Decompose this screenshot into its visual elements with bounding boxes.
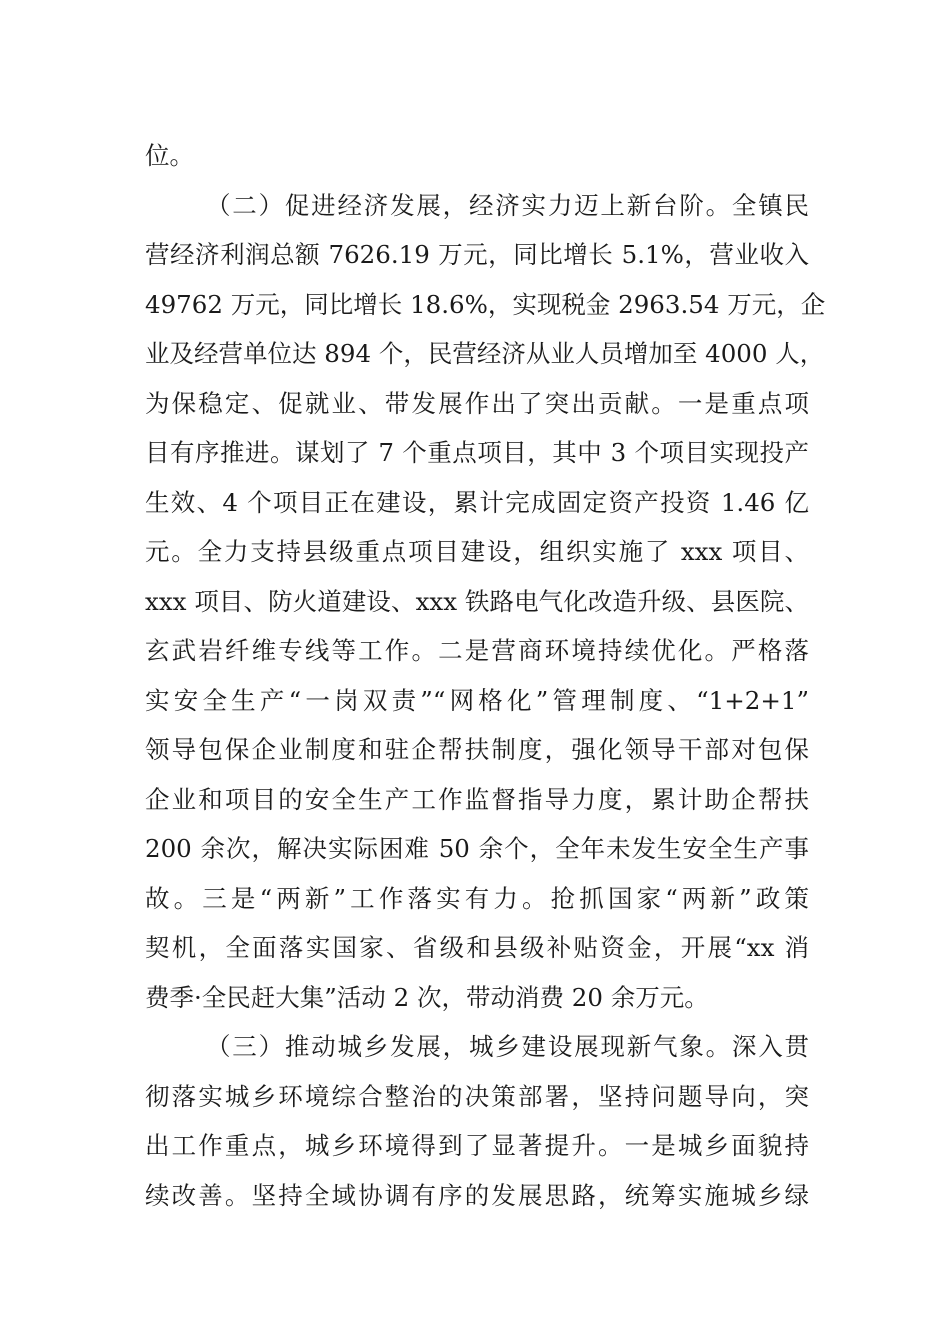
text-line: 200 余次，解决实际困难 50 余个，全年未发生安全生产事 [145, 834, 809, 863]
text-line: 领导包保企业制度和驻企帮扶制度，强化领导干部对包保 [145, 735, 809, 764]
paragraph-start-line: （二）促进经济发展，经济实力迈上新台阶。全镇民 [206, 190, 809, 220]
text-line: 实安全生产“一岗双责”“网格化”管理制度、“1+2+1” [145, 685, 809, 715]
text-line: 续改善。坚持全域协调有序的发展思路，统筹实施城乡绿 [145, 1180, 809, 1210]
text-line: 目有序推进。谋划了 7 个重点项目，其中 3 个项目实现投产 [145, 438, 809, 467]
text-line: 营经济利润总额 7626.19 万元，同比增长 5.1%，营业收入 [145, 240, 809, 269]
paragraph-start-line: （三）推动城乡发展，城乡建设展现新气象。深入贯 [206, 1032, 809, 1061]
text-line: 生效、4 个项目正在建设，累计完成固定资产投资 1.46 亿 [145, 487, 809, 517]
text-line: 为保稳定、促就业、带发展作出了突出贡献。一是重点项 [145, 388, 809, 418]
text-line: 玄武岩纤维专线等工作。二是营商环境持续优化。严格落 [145, 636, 809, 665]
text-line: 彻落实城乡环境综合整治的决策部署，坚持问题导向，突 [145, 1081, 809, 1111]
body-text [145, 131, 826, 1220]
text-line: 费季·全民赶大集”活动 2 次，带动消费 20 余万元。 [145, 982, 709, 1012]
text-line: xxx 项目、防火道建设、xxx 铁路电气化改造升级、县医院、 [145, 586, 809, 616]
text-line: 企业和项目的安全生产工作监督指导力度，累计助企帮扶 [145, 784, 809, 814]
text-line: 位。 [145, 141, 194, 170]
text-line: 业及经营单位达 894 个，民营经济从业人员增加至 4000 人， [145, 339, 825, 368]
text-line: 故。三是“两新”工作落实有力。抢抓国家“两新”政策 [145, 883, 809, 913]
text-line: 49762 万元，同比增长 18.6%，实现税金 2963.54 万元，企 [145, 289, 826, 319]
text-line: 契机，全面落实国家、省级和县级补贴资金，开展“xx 消 [145, 933, 809, 962]
text-line: 元。全力支持县级重点项目建设，组织实施了 xxx 项目、 [145, 537, 809, 566]
text-line: 出工作重点，城乡环境得到了显著提升。一是城乡面貌持 [145, 1131, 809, 1160]
